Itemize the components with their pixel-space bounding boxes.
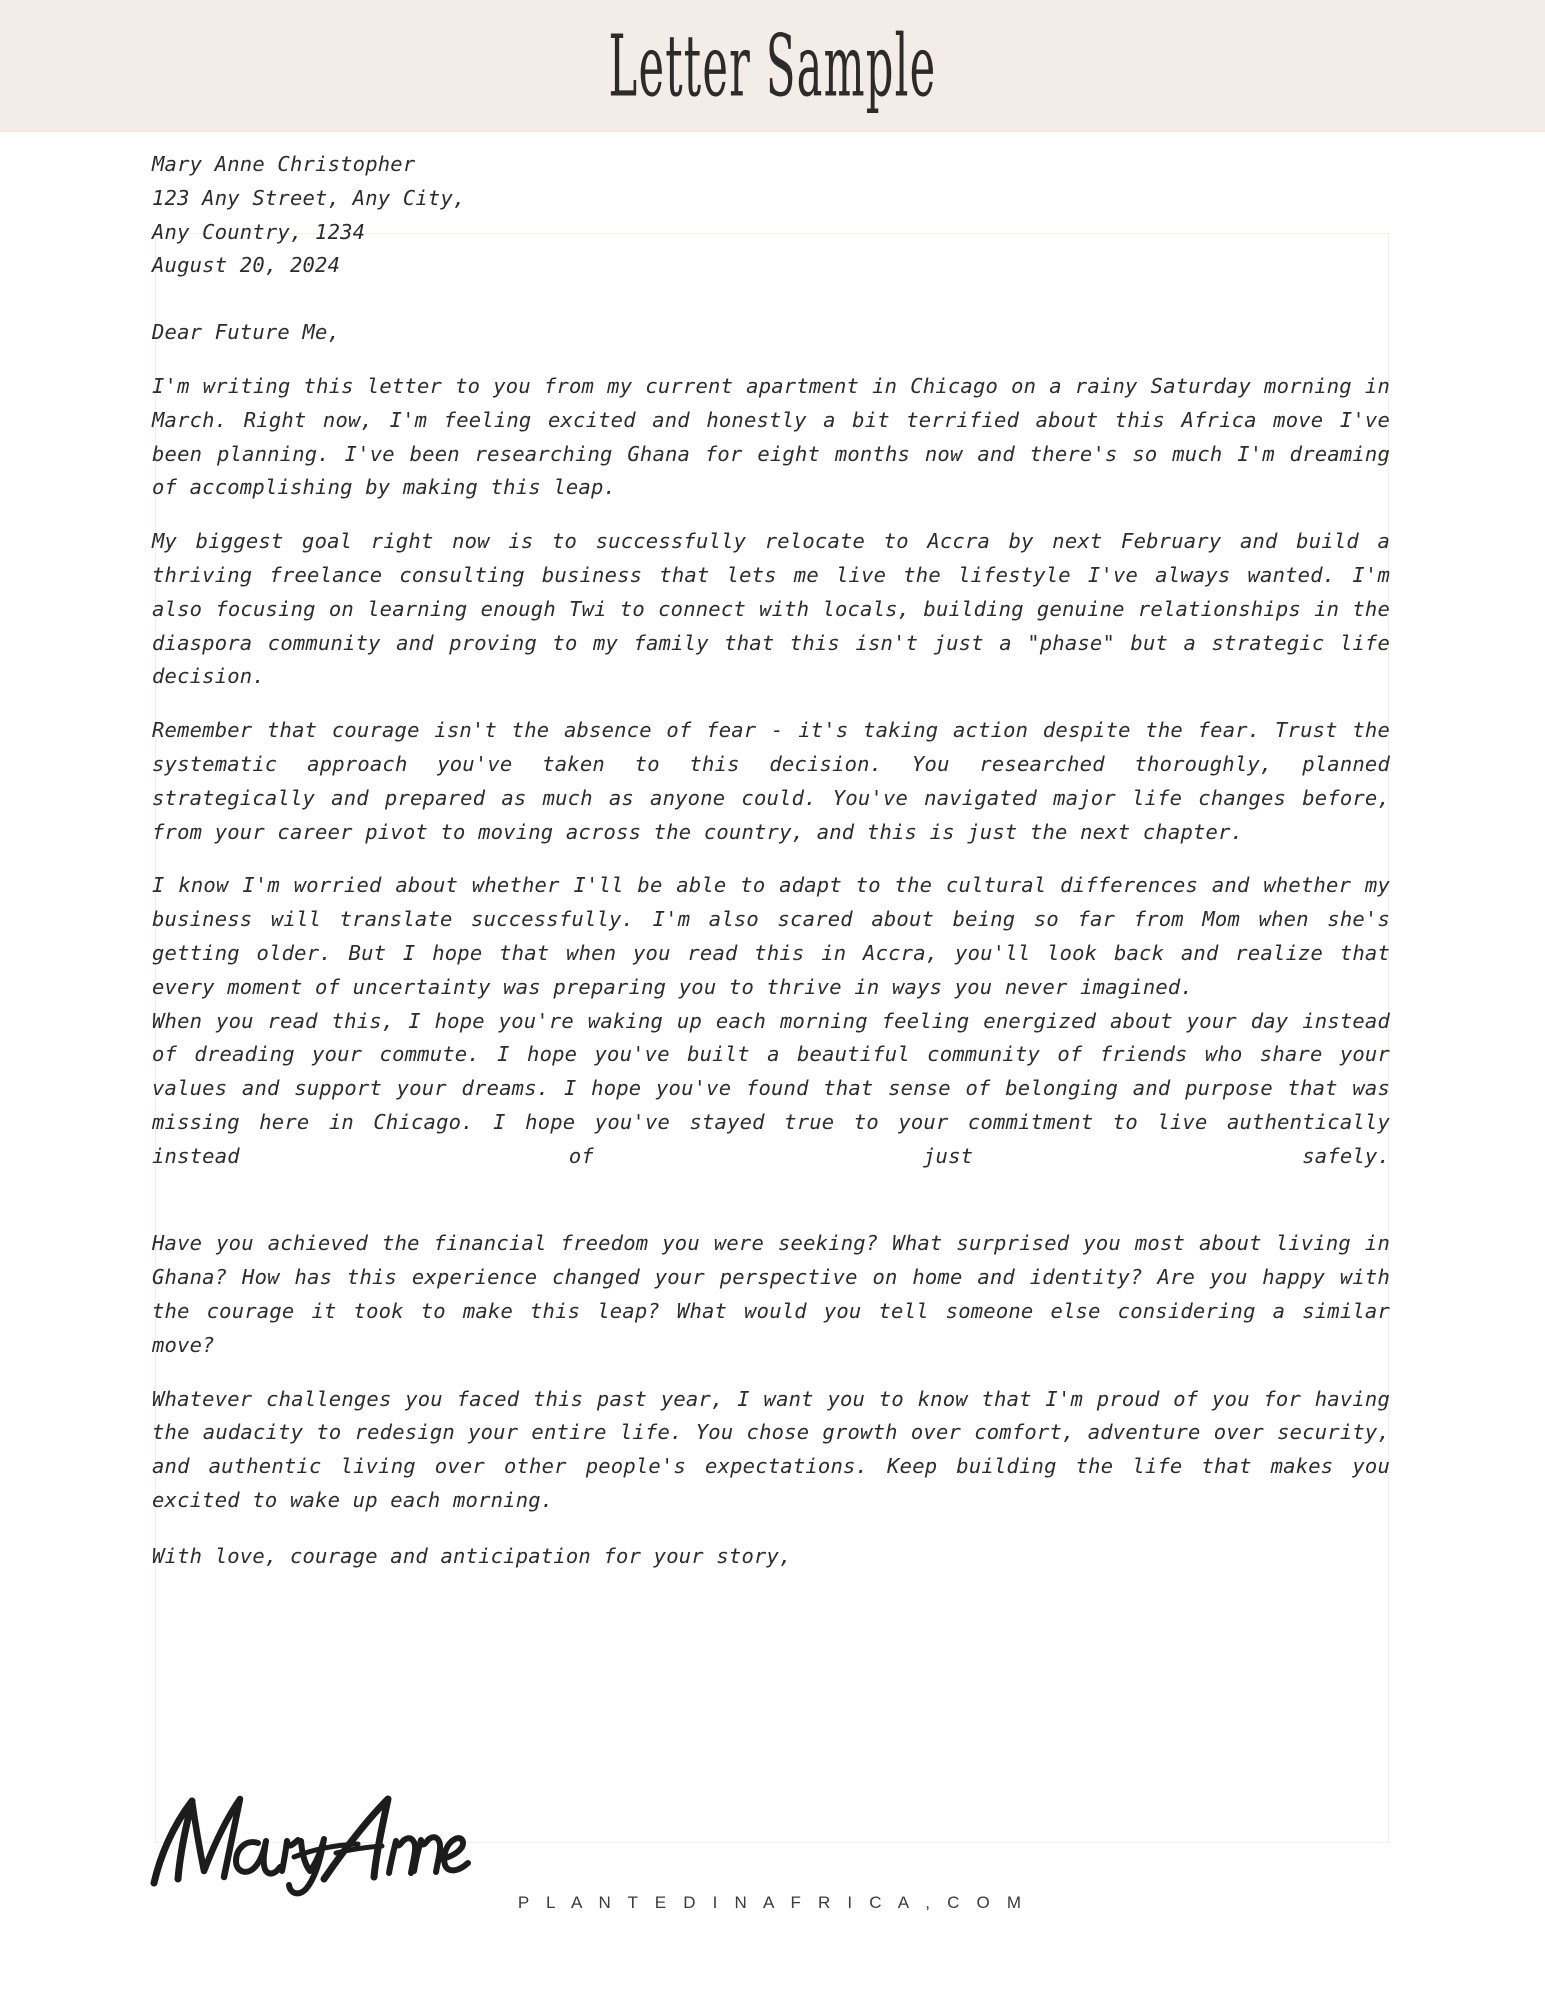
signature-mary-anne (146, 1787, 476, 1897)
sender-name: Mary Anne Christopher (152, 152, 416, 176)
letter-paragraph: Have you achieved the financial freedom you were seeking? What surprised you most about living in Ghana? How has this experience changed your perspective on home and identity? Are you happy with the courage it took to make this leap? What would you tell someone else considering a similar move? (152, 1231, 1390, 1357)
salutation: Dear Future Me, (152, 320, 341, 345)
letter-paragraph: I know I'm worried about whether I'll be able to adapt to the cultural differences and whether my business will translate successfully. I'm also scared about being so far from Mom when she's getting older. But I hope that when you read this in Accra, you'll look back and realize that every moment of uncertainty was preparing you to thrive in ways you never imagined. (152, 873, 1390, 999)
footer (0, 1893, 1545, 1913)
letter-paragraph: When you read this, I hope you're waking up each morning feeling energized about your day instead of dreading your commute. I hope you've built a beautiful community of friends who share your values and support your dreams. I hope you've found that sense of belonging and purpose that was missing here in Chicago. I hope you've stayed true to your commitment to live authentically instead of just safely. (152, 1008, 1390, 1168)
letter-paragraph: I'm writing this letter to you from my current apartment in Chicago on a rainy Saturday morning in March. Right now, I'm feeling excited and honestly a bit terrified about this Africa move I've been planning. I've been researching Ghana for eight months now and there's so much I'm dreaming of accomplishing by making this leap. (152, 373, 1390, 500)
sender-street: 123 Any Street, Any City, (152, 185, 466, 210)
signature-icon (146, 1787, 476, 1897)
letter-body (152, 148, 1390, 1573)
header-band (0, 0, 1545, 132)
sender-address-block (152, 148, 1390, 283)
page-title: Letter Sample (608, 16, 937, 116)
letter-paragraph: My biggest goal right now is to successfully relocate to Accra by next February and build a thriving freelance consulting business that lets me live the lifestyle I've always wanted. I'm also focusing on learning enough Twi to connect with locals, building genuine relationships in the diaspora community and proving to my family that this isn't just a "phase" but a strategic life decision. (152, 529, 1390, 689)
letter-paragraph: Remember that courage isn't the absence of fear - it's taking action despite the fear. Trust the systematic approach you've taken to this decision. You researched thoroughly, planned strategically and prepared as much as anyone could. You've navigated major life changes before, from your career pivot to moving across the country, and this is just the next chapter. (152, 718, 1390, 844)
letter-date: August 20, 2024 (152, 253, 341, 278)
letter-closing: With love, courage and anticipation for your story, (152, 1543, 792, 1568)
sender-country-zip: Any Country, 1234 (152, 219, 366, 244)
footer-website: P L A N T E D I N A F R I C A , C O M (517, 1893, 1028, 1912)
letter-sheet (0, 132, 1545, 2000)
letter-paragraph: Whatever challenges you faced this past year, I want you to know that I'm proud of you for having the audacity to redesign your entire life. You chose growth over comfort, adventure over security, and authentic living over other people's expectations. Keep building the life that makes you excited to wake up each morning. (152, 1386, 1390, 1512)
